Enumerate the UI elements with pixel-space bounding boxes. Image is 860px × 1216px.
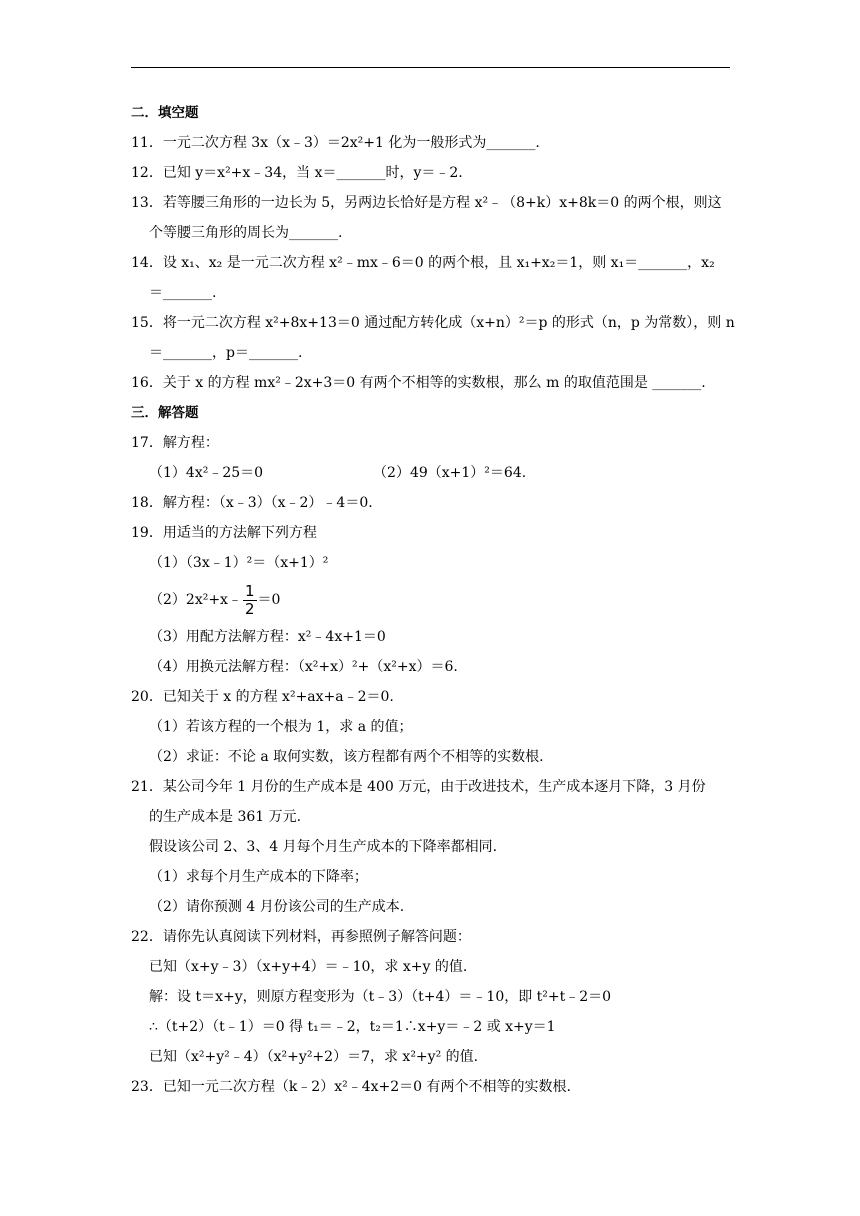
question-22-line1: 已知（x+y﹣3）（x+y+4）＝﹣10，求 x+y 的值. xyxy=(149,959,468,975)
question-17-part1: （1）4x²﹣25＝0 xyxy=(149,465,264,481)
question-14-line2: ＝_______. xyxy=(149,285,217,301)
fraction-one-half xyxy=(243,581,257,618)
question-22-stem: 22．请你先认真阅读下列材料，再参照例子解答问题： xyxy=(131,929,471,945)
question-19-part2 xyxy=(131,583,731,617)
question-21-line1: 21．某公司今年 1 月份的生产成本是 400 万元，由于改进技术，生产成本逐月下降，3 月份 xyxy=(131,779,706,795)
question-20-part2: （2）求证：不论 a 取何实数，该方程都有两个不相等的实数根. xyxy=(149,749,544,765)
question-21-part2: （2）请你预测 4 月份该公司的生产成本. xyxy=(149,899,405,915)
header-rule xyxy=(131,67,730,68)
question-18: 18．解方程：（x﹣3）（x﹣2）﹣4＝0. xyxy=(131,495,373,511)
question-19-part4: （4）用换元法解方程：（x²+x）²+（x²+x）＝6. xyxy=(149,659,458,675)
question-21-line3: 假设该公司 2、3、4 月每个月生产成本的下降率都相同. xyxy=(149,839,498,855)
question-23: 23．已知一元二次方程（k﹣2）x²﹣4x+2＝0 有两个不相等的实数根. xyxy=(131,1079,571,1095)
question-19-part3: （3）用配方法解方程：x²﹣4x+1＝0 xyxy=(149,629,386,645)
question-22-line2: 解：设 t＝x+y，则原方程变形为（t﹣3）（t+4）＝﹣10，即 t²+t﹣2＝0 xyxy=(149,989,612,1005)
question-12: 12．已知 y＝x²+x﹣34，当 x＝_______时，y＝﹣2. xyxy=(131,165,463,181)
question-20-stem: 20．已知关于 x 的方程 x²+ax+a﹣2＝0. xyxy=(131,689,394,705)
question-22-line3: ∴（t+2）（t﹣1）＝0 得 t₁＝﹣2，t₂＝1∴x+y＝﹣2 或 x+y＝1 xyxy=(149,1019,556,1035)
question-19-stem: 19．用适当的方法解下列方程 xyxy=(131,525,317,541)
section-fill-in-title: 二．填空题 xyxy=(131,105,199,121)
question-19-part2-suffix: ＝0 xyxy=(257,592,281,608)
fraction-numerator: 1 xyxy=(244,581,255,600)
question-20-part1: （1）若该方程的一个根为 1，求 a 的值； xyxy=(149,719,413,735)
question-11: 11．一元二次方程 3x（x﹣3）＝2x²+1 化为一般形式为_______. xyxy=(131,135,540,151)
question-21-line2: 的生产成本是 361 万元. xyxy=(149,809,302,825)
question-13-line1: 13．若等腰三角形的一边长为 5，另两边长恰好是方程 x²﹣（8+k）x+8k＝0 的两个根，则这 xyxy=(131,195,722,211)
question-19-part1: （1）（3x﹣1）²＝（x+1）² xyxy=(149,555,329,571)
question-17-part2: （2）49（x+1）²＝64. xyxy=(373,465,527,481)
question-15-line2: ＝_______，p＝_______. xyxy=(149,345,303,361)
question-16: 16．关于 x 的方程 mx²﹣2x+3＝0 有两个不相等的实数根，那么 m 的取值范围是 _______. xyxy=(131,375,706,391)
document-body xyxy=(131,103,735,1107)
question-17-stem: 17．解方程： xyxy=(131,435,219,451)
question-13-line2: 个等腰三角形的周长为_______. xyxy=(149,225,343,241)
section-solve-title: 三．解答题 xyxy=(131,405,199,421)
question-14-line1: 14．设 x₁、x₂ 是一元二次方程 x²﹣mx﹣6＝0 的两个根，且 x₁+x₂＝1，则 x₁＝_______，x₂ xyxy=(131,255,715,271)
question-19-part2-prefix: （2）2x²+x﹣ xyxy=(149,592,242,608)
fraction-denominator: 2 xyxy=(244,599,255,618)
question-17-parts xyxy=(131,463,731,483)
question-21-part1: （1）求每个月生产成本的下降率； xyxy=(149,869,368,885)
question-22-line4: 已知（x²+y²﹣4）（x²+y²+2）＝7，求 x²+y² 的值. xyxy=(149,1049,479,1065)
question-15-line1: 15．将一元二次方程 x²+8x+13＝0 通过配方转化成（x+n）²＝p 的形式（n，p 为常数），则 n xyxy=(131,315,735,331)
